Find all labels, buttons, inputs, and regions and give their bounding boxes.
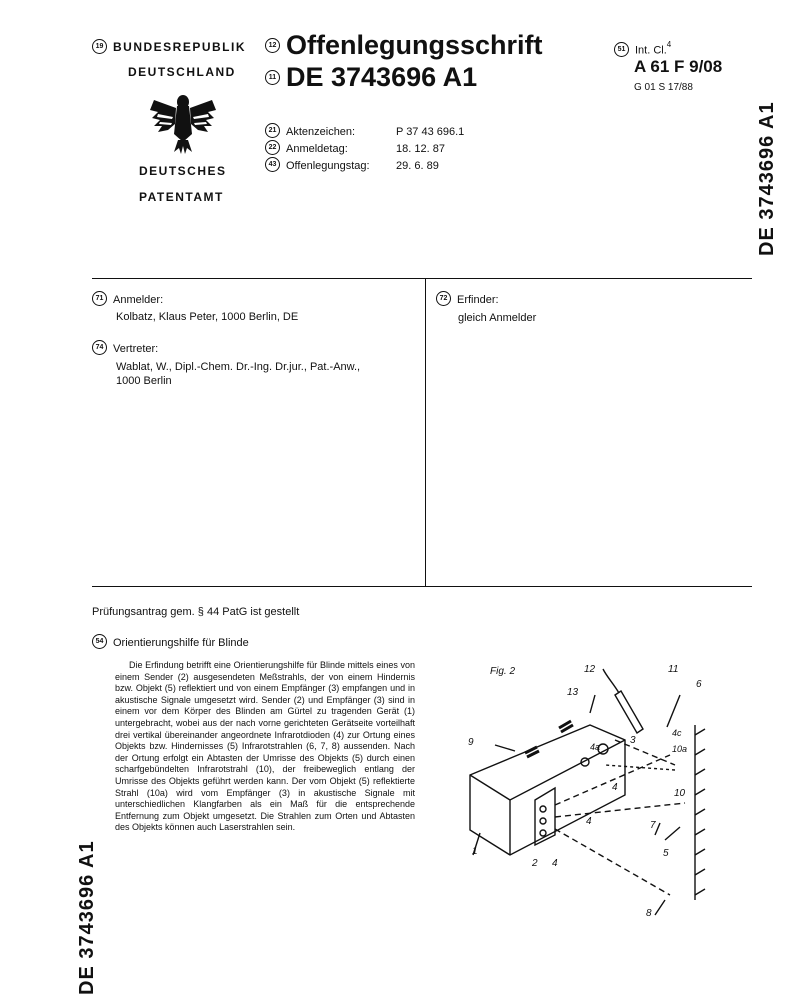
pub-number-block [265,62,477,93]
figure-caption: Fig. 2 [490,666,516,677]
box-divider [425,278,426,586]
abstract-text: Die Erfindung betrifft eine Orientierungshilfe für Blinde mittels eines von einem Sender (2) ausgesendeten Meßstrahls, der von einem Hindernis bzw. Objekt (5) reflektiert und von einem Empfänger (3) empfangen und in akustische Signale umgesetzt wird. Sender (2) und Empfänger (3) sind in einem vor dem Körper des Blinden am Gürtel zu tragenden Gerät (1) untergebracht, wobei aus der nach vorne gerichteten Gerätseite vorteilhaft drei vertikal übereinander angeordnete Infrarotdioden (4) zur Ortung eines Objekts bzw. Hindernisses (5) Infrarotstrahlen (6, 7, 8) aussenden. Nach der Ortung erfolgt ein Abtasten der Umrisse des Objekts (5) durch einen scharfgebündelten Infrarotstrahl (10), der freibeweglich entlang der Umrisse des Objekts geführt werden kann. Der vom Objekt (5) reflektierte Strahl (10a) wird vom Empfänger (3) in akustische Signale mit unterschiedlichen Klangfarben als ein Maß für die entsprechende Entfernung zum Objekt umgesetzt. Die Strahlen zum Orten und Abtasten des Objekts können auch Laserstrahlen sein. [115,660,415,833]
representative-label: Vertreter: [113,343,159,355]
figure-label: 1 [472,846,478,857]
figure-label: 12 [584,664,596,675]
inid-code-54: 54 [92,634,107,649]
abstract [115,660,415,834]
publication-number: DE 3743696 A1 [286,62,478,92]
document-type: Offenlegungsschrift [286,30,543,60]
inventor-heading [436,290,499,308]
applicant-label: Anmelder: [113,294,164,306]
federal-eagle-icon [148,90,218,156]
inid-code-11: 11 [265,70,280,85]
figure-label: 7 [650,820,656,831]
inid-code-51: 51 [614,42,629,57]
inid-code: 43 [265,157,280,172]
applicant-value: Kolbatz, Klaus Peter, 1000 Berlin, DE [116,311,299,323]
figure-label: 4c [672,728,682,738]
figure-label: 11 [668,664,679,675]
filing-value: 18. 12. 87 [396,143,445,155]
representative-line1: Wablat, W., Dipl.-Chem. Dr.-Ing. Dr.jur., Pat.-Anw., [116,361,361,373]
filing-label: Anmeldetag: [286,143,348,155]
inid-code-12: 12 [265,38,280,53]
title-block [92,633,249,651]
filing-row [265,139,525,156]
figure-label: 9 [468,737,474,748]
filing-label: Offenlegungstag: [286,160,370,172]
figure-label: 13 [567,687,579,698]
figure-label: 4 [586,816,592,827]
figure-label: 10 [674,788,686,799]
figure-label: 4a [590,742,601,752]
inventor-label: Erfinder: [457,294,499,306]
inid-code: 21 [265,123,280,138]
box-bottom-rule [92,586,752,587]
figure-label: 5 [663,848,669,859]
filing-label: Aktenzeichen: [286,126,356,138]
box-top-rule [92,278,752,279]
inventor-value: gleich Anmelder [458,312,537,324]
class-secondary: G 01 S 17/88 [634,82,693,93]
filing-value: 29. 6. 89 [396,160,439,172]
inid-code-71: 71 [92,291,107,306]
invention-title: Orientierungshilfe für Blinde [113,637,249,649]
inid-code-74: 74 [92,340,107,355]
patent-figure [455,655,745,930]
country-line1: BUNDESREPUBLIK [113,40,247,54]
class-block [614,40,671,58]
inid-code-72: 72 [436,291,451,306]
figure-label: 8 [646,908,652,919]
figure-label: 3 [630,735,636,746]
class-label: Int. Cl. [635,44,667,57]
doc-type-block [265,30,543,61]
filing-data [265,122,525,173]
filing-row [265,122,525,139]
inid-code: 22 [265,140,280,155]
filing-row [265,156,525,173]
office-line1: DEUTSCHES [139,164,227,178]
office-line2: PATENTAMT [139,190,224,204]
inid-code-19: 19 [92,39,107,54]
figure-label: 4 [612,782,618,793]
side-publication-number-top: DE 3743696 A1 [756,101,778,256]
class-superscript: 4 [666,40,672,49]
applicant-heading [92,290,163,308]
filing-value: P 37 43 696.1 [396,126,465,138]
representative-line2: 1000 Berlin [116,375,172,387]
country-block [92,38,246,56]
country-line2: DEUTSCHLAND [128,65,236,79]
figure-label: 6 [696,679,702,690]
class-primary: A 61 F 9/08 [634,57,723,76]
figure-label: 4 [552,858,558,869]
representative-heading [92,339,158,357]
figure-label: 10a [672,744,688,754]
figure-label: 2 [532,858,538,869]
examination-note: Prüfungsantrag gem. § 44 PatG ist gestellt [92,606,300,618]
side-publication-number-bottom: DE 3743696 A1 [76,840,98,995]
